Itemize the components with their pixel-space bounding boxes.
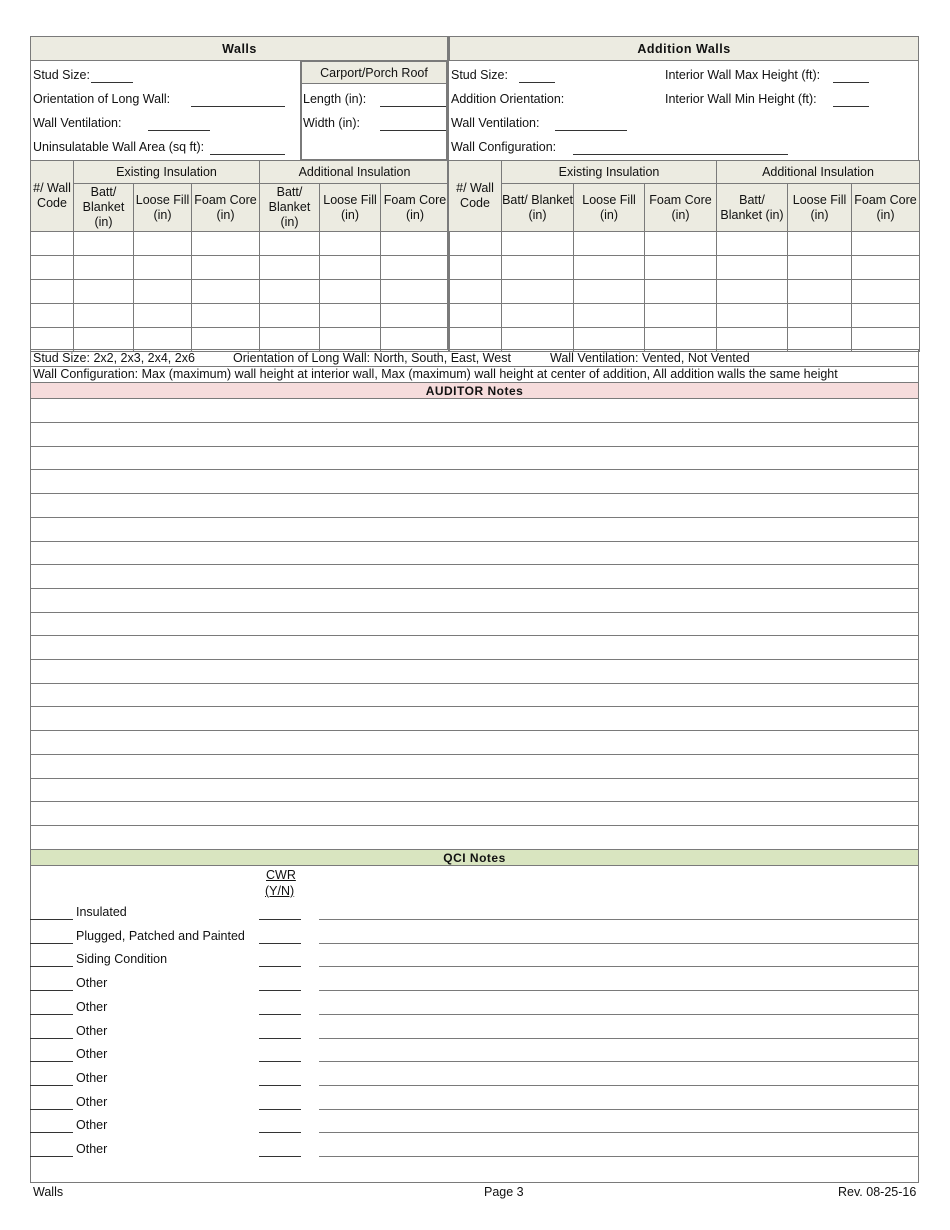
footer-left: Walls — [33, 1185, 64, 1199]
min-height-label: Interior Wall Min Height (ft): — [665, 92, 817, 106]
length-label: Length (in): — [303, 92, 367, 106]
qci-item-label: Other — [76, 1142, 108, 1156]
qci-checkbox-line[interactable] — [30, 919, 73, 920]
qci-item-label: Other — [76, 976, 108, 991]
existing-insulation-header: Existing Insulation — [74, 161, 260, 184]
qci-checkbox-line[interactable] — [30, 1109, 73, 1110]
qci-checkbox-line[interactable] — [30, 1061, 73, 1062]
auditor-note-line[interactable] — [30, 422, 919, 423]
auditor-note-line[interactable] — [30, 683, 919, 684]
addition-orientation-label: Addition Orientation: — [451, 92, 565, 106]
configuration-label: Wall Configuration: — [451, 140, 557, 154]
table-row[interactable] — [449, 232, 920, 256]
addition-stud-size-label: Stud Size: — [451, 68, 508, 82]
qci-note-line[interactable] — [319, 966, 919, 967]
foam-core-header: Foam Core (in) — [192, 184, 260, 232]
qci-item-label: Siding Condition — [76, 952, 168, 967]
addition-additional-insulation-header: Additional Insulation — [717, 161, 920, 184]
qci-checkbox-line[interactable] — [30, 1038, 73, 1039]
qci-item-label: Other — [76, 1023, 108, 1038]
addition-walls-header: Addition Walls — [449, 36, 919, 61]
qci-cwr-field[interactable] — [259, 1085, 301, 1086]
qci-note-line[interactable] — [319, 990, 919, 991]
qci-note-line[interactable] — [319, 1109, 919, 1110]
footer-page-number: Page 3 — [484, 1185, 524, 1199]
legend-ventilation: Wall Ventilation: Vented, Not Vented — [550, 351, 750, 365]
footer-revision: Rev. 08-25-16 — [838, 1185, 917, 1199]
auditor-note-line[interactable] — [30, 517, 919, 518]
qci-note-line[interactable] — [319, 1061, 919, 1062]
qci-note-line[interactable] — [319, 919, 919, 920]
table-row[interactable] — [449, 256, 920, 280]
uninsulatable-label: Uninsulatable Wall Area (sq ft): — [33, 140, 205, 154]
qci-cwr-field[interactable] — [259, 1014, 301, 1015]
table-row[interactable] — [31, 232, 450, 256]
foam-core-header: Foam Core (in) — [645, 184, 717, 232]
addition-stud-size-field[interactable] — [519, 82, 555, 83]
legend-line-1 — [30, 349, 919, 367]
width-field[interactable] — [380, 130, 446, 131]
auditor-note-line[interactable] — [30, 541, 919, 542]
legend-stud-size: Stud Size: 2x2, 2x3, 2x4, 2x6 — [33, 351, 195, 365]
qci-item-label: Other — [76, 1070, 108, 1085]
walls-header: Walls — [30, 36, 449, 61]
qci-checkbox-line[interactable] — [30, 1014, 73, 1015]
auditor-note-line[interactable] — [30, 564, 919, 565]
auditor-note-line[interactable] — [30, 659, 919, 660]
qci-cwr-field[interactable] — [259, 1061, 301, 1062]
auditor-note-line[interactable] — [30, 778, 919, 779]
qci-item-label: Plugged, Patched and Painted — [76, 928, 245, 943]
qci-checkbox-line[interactable] — [30, 1132, 73, 1133]
qci-item-label: Other — [76, 999, 108, 1014]
stud-size-field[interactable] — [91, 82, 133, 83]
walls-insulation-table — [30, 160, 450, 352]
loose-fill-header: Loose Fill (in) — [788, 184, 852, 232]
additional-insulation-header: Additional Insulation — [260, 161, 450, 184]
yn-label: (Y/N) — [265, 884, 295, 898]
loose-fill-header: Loose Fill (in) — [574, 184, 645, 232]
max-height-label: Interior Wall Max Height (ft): — [665, 68, 821, 82]
qci-item-label: Insulated — [76, 905, 127, 919]
qci-cwr-field[interactable] — [259, 990, 301, 991]
length-field[interactable] — [380, 106, 446, 107]
cwr-label: CWR — [266, 868, 296, 882]
batt-header: Batt/ Blanket (in) — [502, 184, 574, 232]
configuration-field[interactable] — [573, 154, 788, 155]
auditor-note-line[interactable] — [30, 612, 919, 613]
qci-note-line[interactable] — [319, 943, 919, 944]
table-row[interactable] — [449, 328, 920, 352]
qci-cwr-field[interactable] — [259, 919, 301, 920]
orientation-field[interactable] — [191, 106, 285, 107]
qci-checkbox-line[interactable] — [30, 990, 73, 991]
carport-title: Carport/Porch Roof — [302, 62, 446, 84]
center-divider — [447, 36, 449, 349]
stud-size-label: Stud Size: — [33, 68, 90, 82]
qci-checkbox-line[interactable] — [30, 943, 73, 944]
addition-ventilation-label: Wall Ventilation: — [451, 116, 540, 130]
qci-note-line[interactable] — [319, 1014, 919, 1015]
qci-item-label: Other — [76, 1047, 108, 1062]
auditor-note-line[interactable] — [30, 754, 919, 755]
legend-configuration: Wall Configuration: Max (maximum) wall height at interior wall, Max (maximum) wall height at center of addition, All addition walls the same height — [33, 367, 838, 381]
qci-checkbox-line[interactable] — [30, 1085, 73, 1086]
auditor-note-line[interactable] — [30, 446, 919, 447]
qci-cwr-field[interactable] — [259, 943, 301, 944]
batt-header: Batt/ Blanket (in) — [717, 184, 788, 232]
qci-cwr-field[interactable] — [259, 1132, 301, 1133]
width-label: Width (in): — [303, 116, 360, 130]
auditor-note-line[interactable] — [30, 825, 919, 826]
auditor-note-line[interactable] — [30, 588, 919, 589]
table-row[interactable] — [449, 280, 920, 304]
qci-note-line[interactable] — [319, 1156, 919, 1157]
qci-notes-header: QCI Notes — [30, 849, 919, 866]
qci-item-label: Other — [76, 1118, 108, 1133]
auditor-notes-header: AUDITOR Notes — [30, 382, 919, 399]
orientation-label: Orientation of Long Wall: — [33, 92, 171, 106]
batt-header: Batt/ Blanket (in) — [74, 184, 134, 232]
auditor-note-line[interactable] — [30, 706, 919, 707]
qci-cwr-field[interactable] — [259, 1156, 301, 1157]
qci-note-line[interactable] — [319, 1132, 919, 1133]
max-height-field[interactable] — [833, 82, 869, 83]
qci-note-line[interactable] — [319, 1038, 919, 1039]
qci-cwr-field[interactable] — [259, 966, 301, 967]
qci-notes-area — [30, 865, 919, 1183]
addition-wall-code-header: #/ Wall Code — [449, 161, 502, 232]
addition-insulation-table — [448, 160, 920, 352]
qci-checkbox-line[interactable] — [30, 1156, 73, 1157]
uninsulatable-field[interactable] — [210, 154, 285, 155]
batt-header: Batt/ Blanket (in) — [260, 184, 320, 232]
addition-ventilation-field[interactable] — [555, 130, 627, 131]
ventilation-field[interactable] — [148, 130, 210, 131]
qci-checkbox-line[interactable] — [30, 966, 73, 967]
legend-orientation: Orientation of Long Wall: North, South, East, West — [233, 351, 511, 365]
loose-fill-header: Loose Fill (in) — [134, 184, 192, 232]
table-row[interactable] — [31, 280, 450, 304]
table-row[interactable] — [31, 328, 450, 352]
table-row[interactable] — [31, 304, 450, 328]
qci-cwr-field[interactable] — [259, 1109, 301, 1110]
foam-core-header: Foam Core (in) — [381, 184, 450, 232]
ventilation-label: Wall Ventilation: — [33, 116, 122, 130]
qci-cwr-field[interactable] — [259, 1038, 301, 1039]
min-height-field[interactable] — [833, 106, 869, 107]
auditor-note-line[interactable] — [30, 730, 919, 731]
table-row[interactable] — [31, 256, 450, 280]
auditor-note-line[interactable] — [30, 635, 919, 636]
auditor-note-line[interactable] — [30, 493, 919, 494]
foam-core-header: Foam Core (in) — [852, 184, 920, 232]
auditor-notes-area[interactable] — [30, 398, 919, 849]
wall-code-header: #/ Wall Code — [31, 161, 74, 232]
legend-line-2 — [30, 366, 919, 383]
auditor-note-line[interactable] — [30, 801, 919, 802]
auditor-note-line[interactable] — [30, 469, 919, 470]
loose-fill-header: Loose Fill (in) — [320, 184, 381, 232]
addition-existing-insulation-header: Existing Insulation — [502, 161, 717, 184]
table-row[interactable] — [449, 304, 920, 328]
qci-note-line[interactable] — [319, 1085, 919, 1086]
qci-item-label: Other — [76, 1094, 108, 1109]
